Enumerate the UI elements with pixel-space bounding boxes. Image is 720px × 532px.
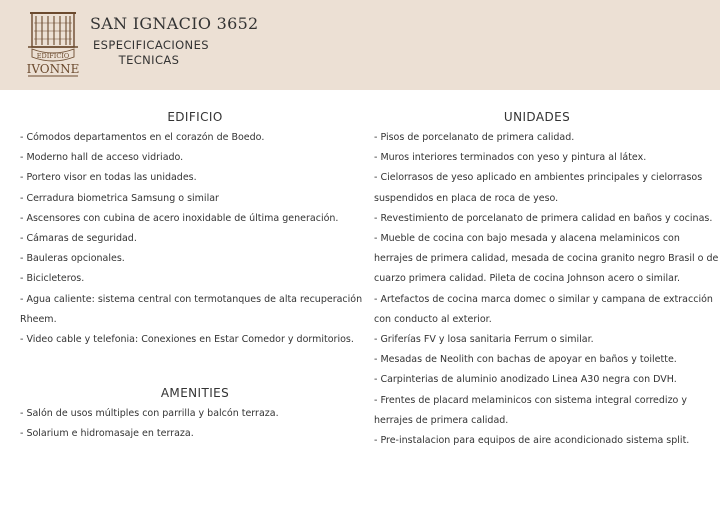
list-item: - Bicicleteros. xyxy=(20,273,85,285)
edificio-column xyxy=(20,108,370,445)
list-item: - Portero visor en todas las unidades. xyxy=(20,172,197,184)
list-item: - Cómodos departamentos en el corazón de Boedo. xyxy=(20,132,265,143)
list-item: Rheem. xyxy=(20,313,57,325)
list-item: - Bauleras opcionales. xyxy=(20,253,125,265)
unidades-column xyxy=(374,108,719,451)
page-subtitle xyxy=(93,38,209,68)
amenities-list xyxy=(20,404,370,444)
list-item: suspendidos en placa de roca de yeso. xyxy=(374,192,559,204)
page-title: SAN IGNACIO 3652 xyxy=(90,14,259,33)
list-item: herrajes de primera calidad. xyxy=(374,414,509,426)
list-item: - Carpinterias de aluminio anodizado Linea A30 negra con DVH. xyxy=(374,374,677,386)
list-item: - Cámaras de seguridad. xyxy=(20,233,137,245)
list-item: - Pisos de porcelanato de primera calidad. xyxy=(374,132,575,143)
list-item: - Cerradura biometrica Samsung o similar xyxy=(20,192,219,204)
list-item: - Mueble de cocina con bajo mesada y alacena melaminicos con xyxy=(374,233,680,245)
amenities-heading: AMENITIES xyxy=(160,386,230,401)
list-item: cuarzo primera calidad. Pileta de cocina Johnson acero o similar. xyxy=(374,273,681,285)
list-item: - Artefactos de cocina marca domec o similar y campana de extracción xyxy=(374,293,713,305)
list-item: - Cielorrasos de yeso aplicado en ambientes principales y cielorrasos xyxy=(374,172,703,184)
list-item: - Video cable y telefonia: Conexiones en Estar Comedor y dormitorios. xyxy=(20,334,354,346)
list-item: - Moderno hall de acceso vidriado. xyxy=(20,152,184,164)
list-item: - Muros interiores terminados con yeso y pintura al látex. xyxy=(374,152,647,164)
list-item: con conducto al exterior. xyxy=(374,313,492,325)
list-item: - Salón de usos múltiples con parrilla y balcón terraza. xyxy=(20,408,279,420)
list-item: - Frentes de placard melaminicos con sistema integral corredizo y xyxy=(374,394,688,406)
list-item: - Solarium e hidromasaje en terraza. xyxy=(20,428,194,440)
edificio-heading: EDIFICIO xyxy=(167,110,223,124)
building-logo-icon xyxy=(24,7,82,81)
list-item: - Griferías FV y losa sanitaria Ferrum o similar. xyxy=(374,334,594,346)
building-logo xyxy=(24,7,82,81)
logo-text-edificio: EDIFICIO xyxy=(36,52,70,60)
unidades-heading: UNIDADES xyxy=(503,110,571,124)
list-item: herrajes de primera calidad, mesada de cocina granito negro Brasil o de xyxy=(374,253,719,265)
list-item: - Pre-instalacion para equipos de aire acondicionado sistema split. xyxy=(374,435,690,447)
list-item: - Revestimiento de porcelanato de primera calidad en baños y cocinas. xyxy=(374,212,713,224)
header-band xyxy=(0,0,720,90)
list-item: - Mesadas de Neolith con bachas de apoyar en baños y toilette. xyxy=(374,354,677,366)
unidades-list xyxy=(374,128,719,451)
edificio-list xyxy=(20,128,370,350)
subtitle-line-2: TECNICAS xyxy=(118,53,180,67)
list-item: - Agua caliente: sistema central con termotanques de alta recuperación xyxy=(20,293,363,305)
logo-text-ivonne: IVONNE xyxy=(26,62,80,76)
list-item: - Ascensores con cubina de acero inoxidable de última generación. xyxy=(20,212,339,224)
subtitle-line-1: ESPECIFICACIONES xyxy=(93,38,209,52)
